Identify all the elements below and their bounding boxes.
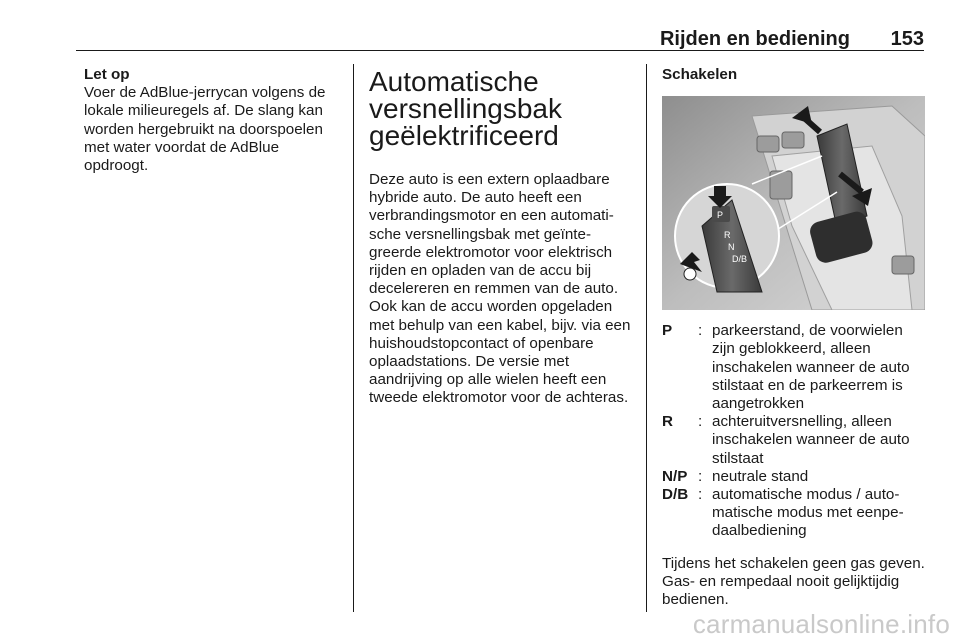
page-header bbox=[76, 28, 924, 51]
lever-label-r: R bbox=[724, 230, 731, 241]
gear-position-list bbox=[662, 322, 928, 540]
lever-label-p: P bbox=[717, 210, 724, 221]
definition-colon: : bbox=[698, 486, 703, 504]
definition-colon: : bbox=[698, 413, 703, 431]
definition-colon: : bbox=[698, 322, 703, 340]
header-title: Rijden en bediening bbox=[659, 28, 850, 50]
definition-key: P bbox=[662, 322, 673, 340]
definition-row bbox=[662, 413, 928, 468]
lever-label-n: N bbox=[728, 242, 735, 253]
note-text: Voer de AdBlue-jerrycan volgens de lokale milieuregels af. De slang kan worden hergebruikt na doorspoelen met water voordat de AdBlue opdroogt. bbox=[84, 84, 326, 175]
definition-text: parkeerstand, de voorwielen zijn geblokkeerd, alleen inschakelen wanneer de auto stilstaat en de parkeerrem is aangetrokken bbox=[712, 322, 910, 413]
definition-text: automatische modus / automatische modus met eenpedaalbediening bbox=[712, 486, 904, 540]
section-heading: Automatische versnellingsbak geëlektrificeerd bbox=[369, 66, 562, 151]
section-body: Deze auto is een extern oplaadbare hybride auto. De auto heeft een verbrandingsmotor en een automatische versnellingsbak met geïntegreerde elektromotor voor elektrisch rijden en opladen van de accu bij decelereren en remmen van de auto. Ook kan de accu worden opgeladen met behulp van een kabel, bijv. via een huishoudstopcontact of openbare oplaadstations. De versie met aandrijving op alle wielen heeft een tweede elektromotor voor de achteras. bbox=[369, 171, 631, 407]
column-right bbox=[662, 66, 928, 609]
definition-text: neutrale stand bbox=[712, 467, 809, 485]
closing-instruction: Tijdens het schakelen geen gas geven. Gas- en rempedaal nooit gelijktijdig bedienen. bbox=[662, 554, 925, 609]
definition-key: D/B bbox=[662, 486, 689, 504]
column-left bbox=[84, 66, 346, 175]
definition-key: N/P bbox=[662, 467, 688, 485]
definition-key: R bbox=[662, 413, 673, 431]
gear-selector-illustration bbox=[662, 96, 925, 310]
definition-text: achteruitversnelling, alleen inschakelen wanneer de auto stilstaat bbox=[712, 413, 910, 467]
page-number: 153 bbox=[890, 28, 924, 50]
watermark: carmanualsonline.info bbox=[692, 609, 950, 639]
definition-row bbox=[662, 322, 928, 413]
column-divider-1 bbox=[353, 64, 354, 612]
definition-row bbox=[662, 468, 928, 486]
column-divider-2 bbox=[646, 64, 647, 612]
definition-colon: : bbox=[698, 467, 703, 485]
note-title: Let op bbox=[84, 66, 130, 83]
column-middle bbox=[369, 66, 637, 408]
definition-row bbox=[662, 486, 928, 541]
subsection-heading: Schakelen bbox=[662, 66, 738, 83]
lever-label-d: D/B bbox=[732, 254, 748, 265]
